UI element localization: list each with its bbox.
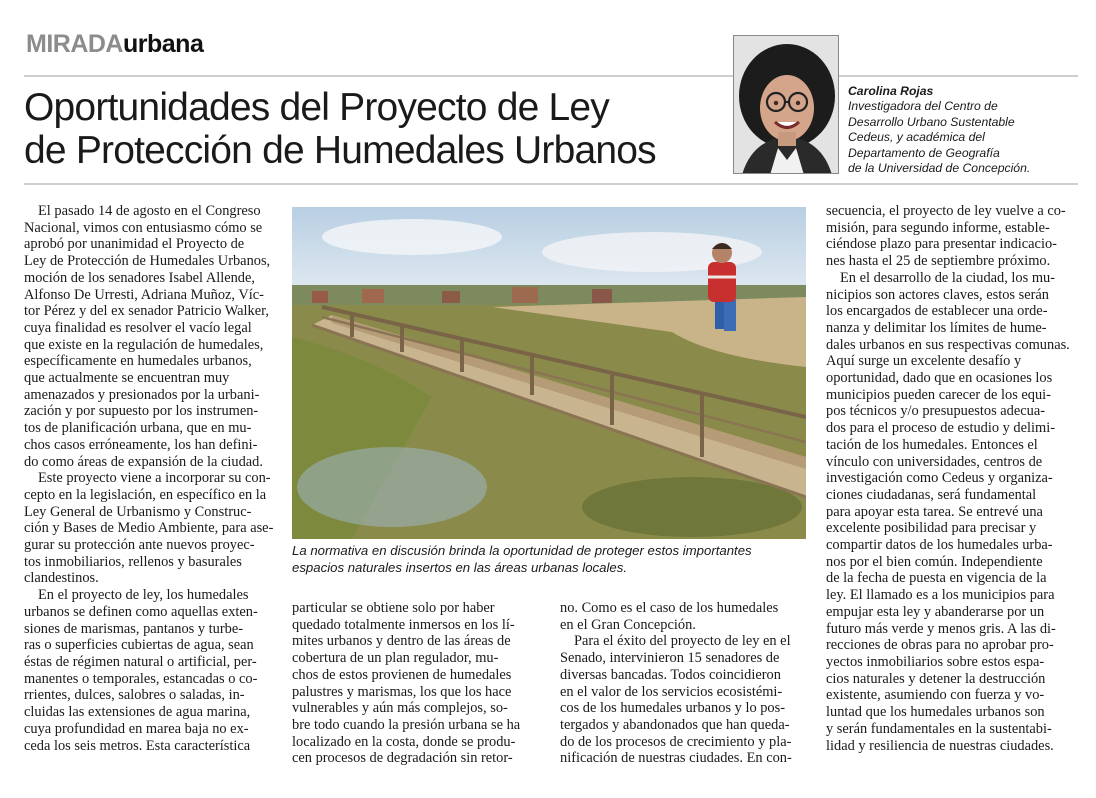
text-line: Ley de Protección de Humedales Urbanos, [24,253,271,270]
text-line: cuya finalidad es resolver el vacío legal [24,319,252,336]
author-bio-line: Departamento de Geografía [848,145,1000,160]
text-line: tación de los humedales. Entonces el [826,436,1038,453]
article-column-3 [560,600,812,767]
text-line: y serán fundamentales en la sustentabi- [826,720,1052,737]
text-line: ceda los seis metros. Esta característica [24,737,251,754]
text-line: lidad y resiliencia de nuestras ciudades. [826,737,1054,754]
text-line: moción de los senadores Isabel Allende, [24,269,255,286]
text-line: nanza y delimitar los límites de hume- [826,319,1047,336]
text-line: los encargados de establecer una orde- [826,303,1048,320]
text-line: nicipios son actores claves, estos serán [826,286,1049,303]
text-line: Alfonso De Urresti, Adriana Muñoz, Víc- [24,286,264,303]
text-line: nificación de nuestras ciudades. En con- [560,750,792,767]
text-line: aprobó por unanimidad el Proyecto de [24,236,245,253]
text-line: existente, asumiendo con fuerza y vo- [826,687,1045,704]
text-line: mites urbanos y dentro de las áreas de [292,633,511,650]
text-line: El pasado 14 de agosto en el Congreso [38,203,261,219]
text-line: rrientes, dulces, salobres o saladas, in- [24,687,245,704]
text-line: ción y Bases de Medio Ambiente, para ase- [24,520,274,537]
author-info [848,84,1078,176]
text-line: cos de los humedales urbanos y lo pos- [560,700,786,717]
section-tag-urbana: urbana [123,30,204,58]
top-rule [24,75,1078,77]
author-name: Carolina Rojas [848,84,934,98]
text-line: no. Como es el caso de los humedales [560,600,779,616]
text-line: urbanos se definen como aquellas exten- [24,603,258,620]
caption-line: espacios naturales insertos en las áreas urbanas locales. [292,559,628,575]
headline-line-1: Oportunidades del Proyecto de Ley [24,86,609,129]
caption-line: La normativa en discusión brinda la oportunidad de proteger estos importantes [292,543,752,558]
text-line: cen procesos de degradación sin retor- [292,750,513,767]
headline [24,86,714,172]
section-tag [26,30,203,59]
text-line: municipios pueden carecer de los equi- [826,386,1051,403]
text-line: gurar su protección ante nuevos proyec- [24,537,255,554]
text-line: secuencia, el proyecto de ley vuelve a co- [826,203,1066,219]
author-bio-line: de la Universidad de Concepción. [848,161,1031,176]
text-line: ras o superficies cubiertas de agua, sean [24,637,254,654]
text-line: cluidas las extensiones de agua marina, [24,704,251,721]
text-line: ciones ciudadanas, será fundamental [826,486,1037,503]
text-line: Ley General de Urbanismo y Construc- [24,503,252,520]
text-line: excelente posibilidad para precisar y [826,520,1037,537]
text-line: recciones de obras para no aprobar pro- [826,637,1054,654]
text-line: vulnerables y aún más complejos, so- [292,700,508,717]
text-line: Este proyecto viene a incorporar su con- [38,470,271,487]
text-line: misión, para segundo informe, estable- [826,219,1050,236]
headline-line-2: de Protección de Humedales Urbanos [24,129,656,172]
text-line: que existe en la regulación de humedales, [24,336,264,353]
text-line: oportunidad, dado que en ocasiones los [826,370,1053,387]
text-line: en el Gran Concepción. [560,616,696,633]
text-line: palustres y marismas, los que los hace [292,683,512,700]
text-line: localizado en la costa, donde se produ- [292,733,516,750]
text-line: tergados y abandonados que han queda- [560,716,790,733]
text-line: específicamente en humedales urbanos, [24,353,252,370]
text-line: cobertura de un plan regulador, mu- [292,650,499,667]
text-line: dos para el proceso de estudio y delimi- [826,420,1055,437]
article-column-1 [24,203,276,754]
text-line: Senado, intervinieron 15 senadores de [560,650,780,667]
text-line: compartir datos de los humedales urba- [826,537,1053,554]
text-line: pos técnicos y/o presupuestos adecua- [826,403,1045,420]
author-bio-line: Desarrollo Urbano Sustentable [848,114,1015,129]
text-line: investigación como Cedeus y organiza- [826,470,1053,487]
text-line: siones de marismas, pantanos y turbe- [24,620,244,637]
text-line: nes hasta el 25 de septiembre próximo. [826,253,1051,270]
text-line: do de los procesos de crecimiento y pla- [560,733,792,750]
text-line: amenazados y presionados por la urbani- [24,386,260,403]
text-line: vínculo con universidades, centros de [826,453,1043,470]
text-line: chos casos erróneamente, los han defini- [24,436,258,453]
text-line: ley. El llamado es a los municipios para [826,587,1055,604]
text-line: diversas bancadas. Todos coincidieron [560,666,781,683]
article-column-2 [292,600,544,767]
text-line: en el valor de los servicios ecosistémi- [560,683,783,700]
text-line: do como áreas de expansión de la ciudad. [24,453,263,470]
text-line: En el proyecto de ley, los humedales [38,587,249,604]
text-line: para apoyar esta tarea. Se entrevé una [826,503,1043,520]
header-bottom-rule [24,183,1078,185]
text-line: particular se obtiene solo por haber [292,600,495,616]
text-line: clandestinos. [24,570,99,587]
article-photo [292,207,806,539]
text-line: tos inmobiliarios, rellenos y basurales [24,553,242,570]
text-line: nos por el bien común. Independiente [826,553,1043,570]
text-line: Aquí surge un excelente desafío y [826,353,1022,370]
section-tag-mirada: MIRADA [26,30,123,58]
text-line: Para el éxito del proyecto de ley en el [574,633,791,650]
photo-caption [292,543,812,576]
text-line: tos de planificación urbana, que en mu- [24,420,252,437]
text-line: cios naturales y detener la destrucción [826,670,1046,687]
author-bio-line: Cedeus, y académica del [848,130,985,145]
text-line: éstas de régimen natural o artificial, per- [24,653,257,670]
text-line: dales urbanos en sus respectivas comunas. [826,336,1070,353]
author-photo [733,35,839,174]
text-line: chos de estos provienen de humedales [292,666,512,683]
text-line: cepto en la legislación, en específico en la [24,486,267,503]
text-line: de la fecha de puesta en vigencia de la [826,570,1047,587]
text-line: futuro más verde y menos gris. A las di- [826,620,1056,637]
text-line: En el desarrollo de la ciudad, los mu- [840,269,1055,286]
text-line: luntad que los humedales urbanos son [826,704,1045,721]
text-line: bre todo cuando la presión urbana se ha [292,716,521,733]
author-bio-line: Investigadora del Centro de [848,99,998,114]
text-line: quedado totalmente inmersos en los lí- [292,616,515,633]
text-line: tor Pérez y del ex senador Patricio Walker, [24,303,269,320]
text-line: manentes o temporales, estancadas o co- [24,670,258,687]
text-line: cuya profundidad en marea baja no ex- [24,720,249,737]
text-line: que actualmente se encuentran muy [24,370,230,387]
text-line: zación y por supuesto por los instrumen- [24,403,259,420]
article-column-4 [826,203,1078,754]
text-line: yectos inmobiliarios sobre estos espa- [826,653,1045,670]
text-line: empujar esta ley y abanderarse por un [826,603,1045,620]
text-line: ciéndose plazo para presentar indicacio- [826,236,1057,253]
text-line: Nacional, vimos con entusiasmo cómo se [24,219,263,236]
